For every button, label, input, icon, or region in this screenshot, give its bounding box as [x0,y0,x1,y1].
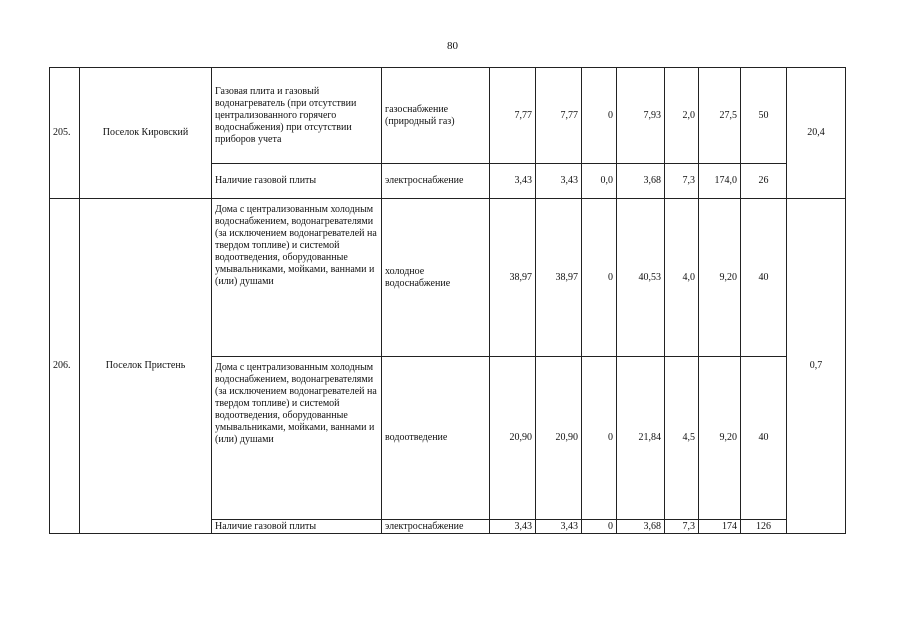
resource-type: электроснабжение [382,520,490,534]
ratio-cell: 0,7 [787,199,846,534]
value-cell: 9,20 [699,199,741,357]
value-cell: 0,0 [582,164,617,199]
value-cell: 3,68 [617,164,665,199]
value-cell: 126 [741,520,787,534]
value-cell: 0 [582,199,617,357]
value-cell: 26 [741,164,787,199]
resource-type: электроснабжение [382,164,490,199]
value-cell: 7,3 [665,164,699,199]
value-cell: 3,68 [617,520,665,534]
value-cell: 3,43 [490,164,536,199]
service-description: Дома с централизованным холодным водоснабжением, водонагревателями (за исключением водонагревателей на твердом топливе) и системой водоотведения, оборудованные умывальниками, мойками, ваннами и (или) душами [212,199,382,357]
row-number: 206. [50,199,80,534]
value-cell: 3,43 [490,520,536,534]
service-description: Газовая плита и газовый водонагреватель (при отсутствии централизованного горячего водоснабжения) при отсутствии приборов учета [212,68,382,164]
value-cell: 0 [582,520,617,534]
value-cell: 174 [699,520,741,534]
value-cell: 3,43 [536,164,582,199]
value-cell: 38,97 [536,199,582,357]
page-number: 80 [447,40,458,52]
value-cell: 0 [582,357,617,520]
service-description: Наличие газовой плиты [212,520,382,534]
value-cell: 40,53 [617,199,665,357]
resource-type: водоотведение [382,357,490,520]
service-description: Наличие газовой плиты [212,164,382,199]
ratio-cell: 20,4 [787,68,846,199]
value-cell: 4,5 [665,357,699,520]
value-cell: 27,5 [699,68,741,164]
value-cell: 21,84 [617,357,665,520]
row-number: 205. [50,68,80,199]
value-cell: 174,0 [699,164,741,199]
resource-type: холодное водоснабжение [382,199,490,357]
value-cell: 50 [741,68,787,164]
value-cell: 20,90 [490,357,536,520]
value-cell: 7,77 [536,68,582,164]
settlement-name: Поселок Пристень [80,199,212,534]
value-cell: 3,43 [536,520,582,534]
value-cell: 20,90 [536,357,582,520]
value-cell: 7,77 [490,68,536,164]
tariff-table [49,67,846,534]
value-cell: 38,97 [490,199,536,357]
value-cell: 9,20 [699,357,741,520]
table-row [50,68,846,164]
value-cell: 0 [582,68,617,164]
value-cell: 40 [741,357,787,520]
resource-type: газоснабжение (природный газ) [382,68,490,164]
value-cell: 4,0 [665,199,699,357]
value-cell: 2,0 [665,68,699,164]
table-row [50,199,846,357]
value-cell: 7,93 [617,68,665,164]
settlement-name: Поселок Кировский [80,68,212,199]
value-cell: 40 [741,199,787,357]
value-cell: 7,3 [665,520,699,534]
service-description: Дома с централизованным холодным водоснабжением, водонагревателями (за исключением водонагревателей на твердом топливе) и системой водоотведения, оборудованные умывальниками, мойками, ваннами и (или) душами [212,357,382,520]
